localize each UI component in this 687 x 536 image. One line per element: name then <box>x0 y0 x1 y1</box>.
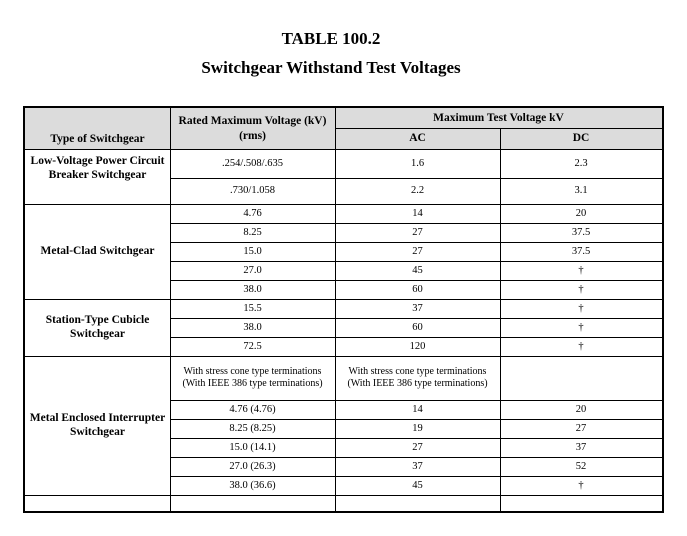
row-divider <box>170 476 662 477</box>
row-divider <box>170 280 662 281</box>
table-cell-dc: † <box>578 283 584 295</box>
table-cell-rated: 8.25 (8.25) <box>229 422 276 434</box>
row-divider <box>25 149 662 150</box>
table-cell-ac: 2.2 <box>410 185 425 197</box>
header-maximum-test-voltage: Maximum Test Voltage kV <box>335 108 662 128</box>
table-cell-ac: With stress cone type terminations (With IEEE 386 type terminations) <box>347 365 488 389</box>
table-cell-rated: 27.0 <box>243 264 262 276</box>
table-cell-ac: 14 <box>412 207 423 219</box>
table-cell-ac: 45 <box>412 264 423 276</box>
column-divider <box>335 108 336 511</box>
table-cell-dc: 37.5 <box>571 226 591 238</box>
table-title: Switchgear Withstand Test Voltages <box>201 58 461 77</box>
table-cell-dc: 20 <box>575 207 587 219</box>
table-cell-rated: 38.0 <box>243 283 262 295</box>
table-cell-dc: 20 <box>575 403 587 415</box>
table-cell-dc: 37 <box>575 441 587 453</box>
row-divider <box>25 356 662 357</box>
table-cell-dc <box>503 495 659 511</box>
row-divider <box>170 438 662 439</box>
row-divider <box>25 495 662 496</box>
table-cell-ac: 45 <box>412 479 423 491</box>
table-cell-ac: 27 <box>412 245 423 257</box>
table-cell-rated: 27.0 (26.3) <box>229 460 276 472</box>
table-cell-rated: .730/1.058 <box>230 185 275 197</box>
table-cell-rated: 4.76 <box>243 207 262 219</box>
table-cell-rated: 38.0 <box>243 321 262 333</box>
switchgear-type-cell: Metal Enclosed Interrupter Switchgear <box>29 411 166 438</box>
table-cell-dc: 3.1 <box>574 185 588 197</box>
table-cell-rated: 15.0 (14.1) <box>229 441 276 453</box>
header-ac: AC <box>335 128 500 149</box>
table-cell-ac: 60 <box>412 321 423 333</box>
row-divider <box>170 318 662 319</box>
row-divider <box>170 242 662 243</box>
table-number: TABLE 100.2 <box>281 29 381 48</box>
table-cell-dc: 27 <box>575 422 587 434</box>
table-cell-dc: † <box>578 340 584 352</box>
row-divider <box>170 223 662 224</box>
column-divider <box>170 108 171 511</box>
row-divider <box>25 204 662 205</box>
table-cell-dc: 52 <box>575 460 587 472</box>
table-cell-ac: 27 <box>412 441 423 453</box>
table-cell-dc: † <box>578 321 584 333</box>
row-divider <box>25 299 662 300</box>
table-cell-rated: 8.25 <box>243 226 262 238</box>
table-cell-ac: 37 <box>412 460 423 472</box>
switchgear-type-cell: Metal-Clad Switchgear <box>40 244 155 257</box>
table-cell-ac: 19 <box>412 422 423 434</box>
table-cell-ac <box>338 495 497 511</box>
row-divider <box>335 128 662 129</box>
row-divider <box>170 457 662 458</box>
table-cell-ac: 14 <box>412 403 423 415</box>
table-cell-rated <box>173 495 332 511</box>
header-type-of-switchgear: Type of Switchgear <box>25 108 170 149</box>
withstand-voltage-table <box>23 106 664 513</box>
table-cell-dc: 37.5 <box>571 245 591 257</box>
table-cell-rated: 72.5 <box>243 340 262 352</box>
table-cell-ac: 120 <box>409 340 426 352</box>
header-dc: DC <box>500 128 662 149</box>
switchgear-type-cell: Low-Voltage Power Circuit Breaker Switchgear <box>30 155 165 181</box>
table-cell-dc: 2.3 <box>574 157 588 169</box>
table-cell-rated: 4.76 (4.76) <box>229 403 276 415</box>
header-rated-maximum-voltage: Rated Maximum Voltage (kV) (rms) <box>170 108 335 149</box>
table-cell-rated: 15.5 <box>243 302 262 314</box>
table-cell-rated: 38.0 (36.6) <box>229 479 276 491</box>
table-cell-dc: † <box>578 479 584 491</box>
table-cell-dc <box>503 356 659 400</box>
table-cell-dc: † <box>578 302 584 314</box>
row-divider <box>170 419 662 420</box>
table-cell-ac: 27 <box>412 226 423 238</box>
table-cell-ac: 37 <box>412 302 423 314</box>
row-divider <box>170 337 662 338</box>
row-divider <box>170 178 662 179</box>
table-cell-rated: 15.0 <box>243 245 262 257</box>
table-cell-rated: With stress cone type terminations (With IEEE 386 type terminations) <box>182 365 323 389</box>
switchgear-type-cell: Station-Type Cubicle Switchgear <box>45 313 150 340</box>
table-cell-rated: .254/.508/.635 <box>222 157 283 169</box>
table-cell-ac: 1.6 <box>410 157 425 169</box>
table-cell-ac: 60 <box>412 283 423 295</box>
table-cell-dc: † <box>578 264 584 276</box>
column-divider <box>500 128 501 511</box>
row-divider <box>170 261 662 262</box>
row-divider <box>170 400 662 401</box>
